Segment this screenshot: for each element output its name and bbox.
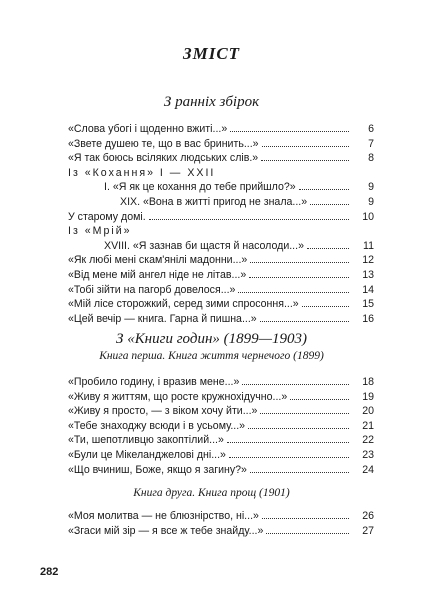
toc-cycle-heading: Із «Кохання» I — XXII <box>68 166 216 179</box>
toc-list-book-two <box>68 509 374 538</box>
toc-entry: XIX. «Вона в житті пригод не знала...» 9 <box>120 195 374 208</box>
toc-entry: «Звете душею те, що в вас бринить...» 7 <box>68 137 374 150</box>
section-title-book-of-hours: З «Книги годин» (1899—1903) <box>116 331 307 347</box>
toc-list-book-one <box>68 375 374 477</box>
toc-entry: «Що вчиниш, Боже, якщо я загину?» 24 <box>68 463 374 476</box>
toc-entry: «Згаси мій зір — я все ж тебе знайду...» 27 <box>68 524 374 537</box>
toc-entry: «Ти, шепотливцю закоптілий...» 22 <box>68 434 374 447</box>
page-title: ЗМІСТ <box>182 44 241 63</box>
toc-entry: «Як любі мені скам'янілі мадонни...» 12 <box>68 254 374 267</box>
page-number: 282 <box>40 566 59 578</box>
toc-entry: «Тебе знаходжу всюди і в усьому...» 21 <box>68 419 374 432</box>
toc-entry: «Цей вечір — книга. Гарна й пишна...» 16 <box>68 312 374 325</box>
toc-entry: «Були це Мікеланджелові дні...» 23 <box>68 448 374 461</box>
toc-entry: «Я так боюсь всіляких людських слів.» 8 <box>68 152 374 165</box>
toc-entry: У старому домі. 10 <box>68 210 374 223</box>
toc-entry: «Мій лісе сторожкий, серед зими спросоння...» 15 <box>68 298 374 311</box>
toc-entry: XVIII. «Я зазнав би щастя й насолоди...» 11 <box>104 239 374 252</box>
book-one-title: Книга перша. Книга життя чернечого (1899) <box>99 350 324 362</box>
toc-entry: «Тобі зійти на пагорб довелося...» 14 <box>68 283 374 296</box>
toc-list-early <box>68 122 374 326</box>
toc-entry: I. «Я як це кохання до тебе прийшло?» 9 <box>104 181 374 194</box>
book-two-title: Книга друга. Книга прощ (1901) <box>133 487 290 499</box>
toc-entry: «Моя молитва — не блюзнірство, ні...» 26 <box>68 510 374 522</box>
toc-entry: «Живу я життям, що росте кружнохідучно...» 19 <box>68 390 374 403</box>
toc-cycle-heading: Із «Мрій» <box>68 225 132 238</box>
toc-entry: «Від мене мій ангел ніде не літав...» 13 <box>68 268 374 281</box>
toc-entry: «Слова убогі і щоденно вжиті...» 6 <box>68 123 374 135</box>
section-title-early-collections: З ранніх збірок <box>163 94 260 110</box>
toc-entry: «Живу я просто, — з віком хочу йти...» 20 <box>68 405 374 418</box>
toc-entry: «Пробило годину, і вразив мене...» 18 <box>68 376 374 388</box>
